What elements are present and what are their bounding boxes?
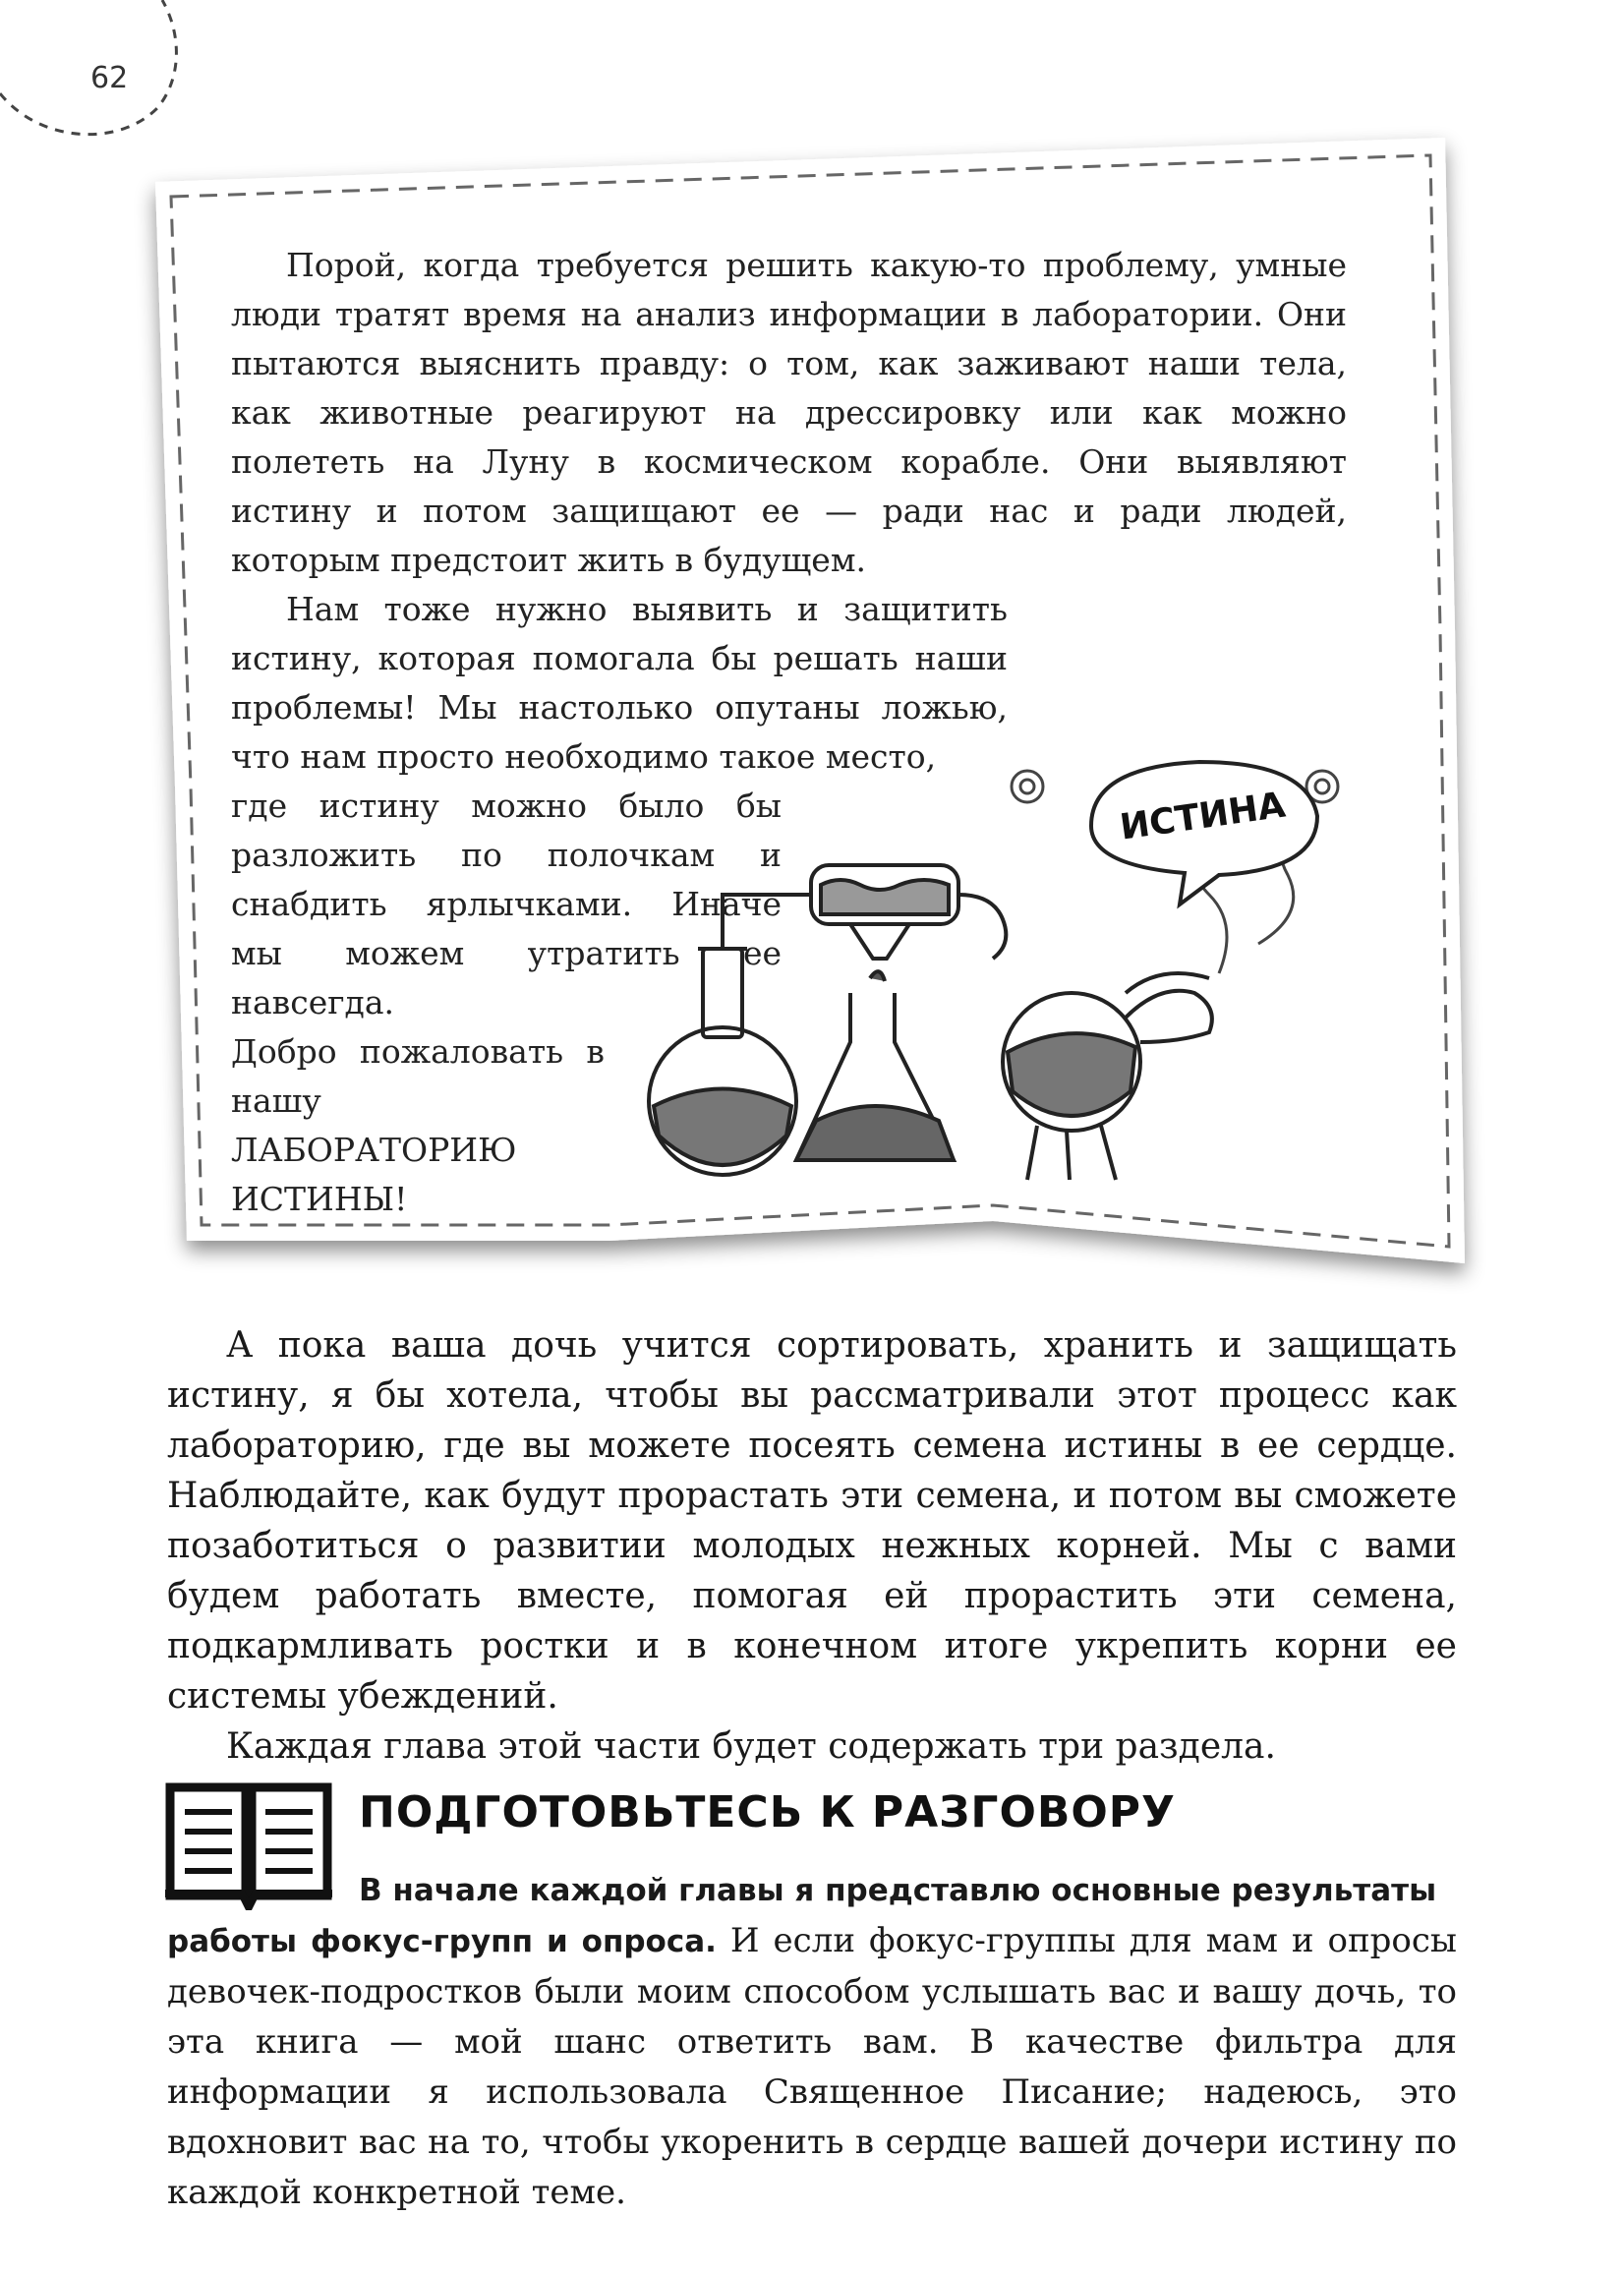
section-lead-line-1: В начале каждой главы я представлю основные результаты [359, 1873, 1437, 1908]
body-text [167, 1320, 1457, 1772]
lab-glassware-illustration [629, 747, 1376, 1199]
round-flask-icon [649, 949, 796, 1175]
section-body-text: И если фокус-группы для мам и опросы девочек-подростков были моим способом услышать вас и вашу дочь, то эта книга — мой шанс ответить вам. В качестве фильтра для информации я использовала Священное Писание; надеюсь, это вдохновит вас на то, чтобы укоренить в сердце вашей дочери истину по каждой конкретной теме. [167, 1921, 1457, 2212]
walking-flask-icon [1003, 973, 1212, 1180]
body-paragraph-2: Каждая глава этой части будет содержать три раздела. [226, 1726, 1276, 1767]
callout-paragraph-1: Порой, когда требуется решить какую-то проблему, умные люди тратят время на анализ информации в лаборатории. Они пытаются выяснить правду: о том, как заживают наши тела, как животные реагируют на дрессировку или как можно полететь на Луну в космическом корабле. Они выявляют истину и потом защищают ее — ради нас и ради людей, которым предстоит жить в будущем. [231, 246, 1347, 579]
illustration-label: ИСТИНА [1117, 785, 1289, 848]
conical-flask-icon [796, 924, 954, 1160]
callout-welcome-text: Добро пожаловать в нашу ЛАБОРАТОРИЮ ИСТИНЫ! [231, 1032, 605, 1218]
body-paragraph-1: А пока ваша дочь учится сортировать, хранить и защищать истину, я бы хотела, чтобы вы рассматривали этот процесс как лабораторию, где вы можете посеять семена истины в ее сердце. Наблюдайте, как будут прорастать эти семена, и потом вы сможете позаботиться о развитии молодых нежных корней. Мы с вами будем работать вместе, помогая ей прорастить эти семена, подкармливать ростки и в конечном итоге укрепить корни ее системы убеждений. [167, 1325, 1457, 1717]
section-text [167, 1866, 1457, 2218]
callout-paragraph-2: Нам тоже нужно выявить и защитить истину, которая помогала бы решать наши проблемы! Мы настолько опутаны ложью, что нам просто необходимо такое место, [231, 590, 1008, 776]
section-heading: ПОДГОТОВЬТЕСЬ К РАЗГОВОРУ [359, 1787, 1176, 1837]
page-number: 62 [90, 61, 129, 95]
callout-paragraph-2-continued: где истину можно было бы разложить по полочкам и снабдить ярлычками. Иначе мы можем утратить ее навсегда. [231, 787, 782, 1021]
section-lead-line-2: работы фокус-групп и опроса. [167, 1924, 717, 1959]
